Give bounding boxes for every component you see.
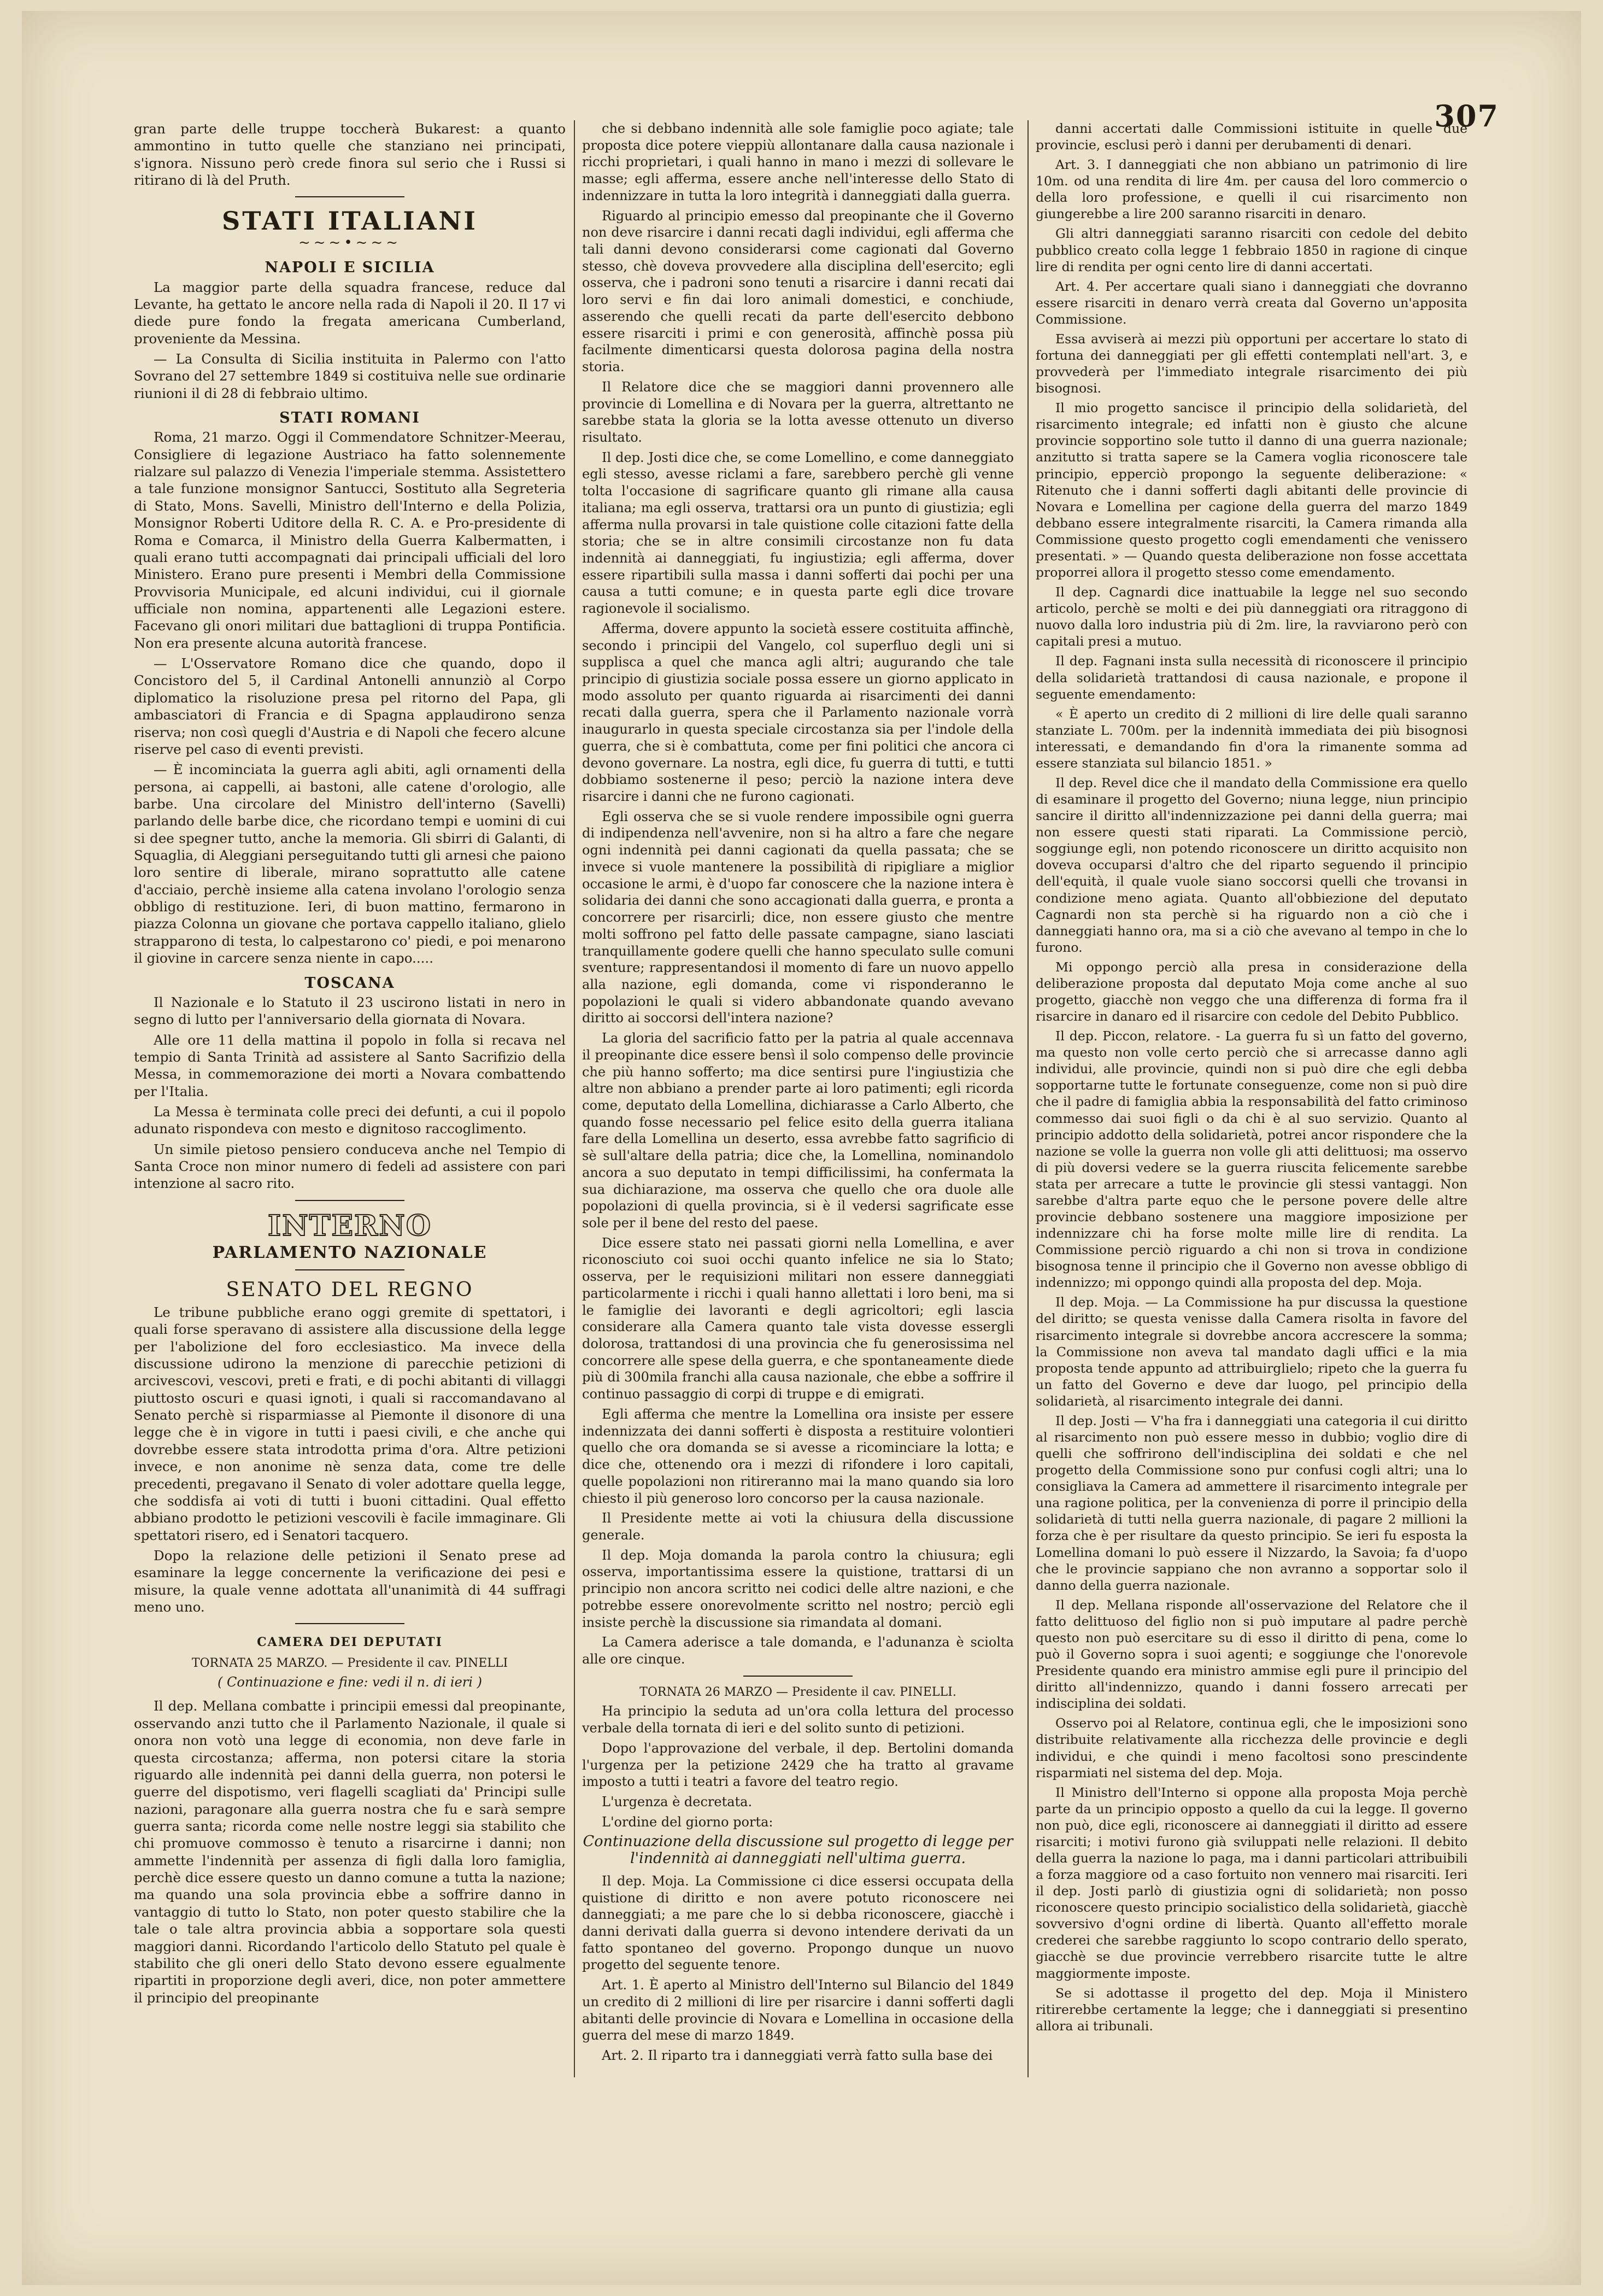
article-paragraph: Il Presidente mette ai voti la chiusura della discussione generale. bbox=[582, 1510, 1014, 1543]
tornata-note: ( Continuazione e fine: vedi il n. di ieri ) bbox=[218, 1674, 482, 1690]
article-paragraph: Il dep. Revel dice che il mandato della Commissione era quello di esaminare il progetto del Governo; niuna legge, niun principio sancire il diritto all'indennizzazione pei danni della guerra; mai non essere questi stati riparati. La Commissione perciò, soggiunge egli, non potendo riconoscere un diritto acquisito non doveva occuparsi d'altro che del riparto seguendo il principio dell'equità, il quale vuole siano soccorsi quelli che trovansi in condizione meno agiata. Quanto all'obbiezione del deputato Cagnardi non sta perchè si ha riguardo non a ciò che i danneggiati hanno ora, ma si a ciò che avevano al tempo in che lo furono. bbox=[1036, 775, 1467, 955]
article-paragraph: Gli altri danneggiati saranno risarciti con cedole del debito pubblico creato colla legge 1 febbraio 1850 in ragione di cinque lire di rendita per ogni cento lire di danni accertati. bbox=[1036, 226, 1467, 274]
section-title-interno: INTERNO bbox=[267, 1209, 432, 1243]
article-paragraph: Art. 2. Il riparto tra i danneggiati verrà fatto sulla base dei bbox=[602, 2048, 993, 2064]
article-paragraph: Afferma, dovere appunto la società essere costituita affinchè, secondo i principii del Vangelo, col superfluo degli uni si supplisca a quel che manca agli altri; augurando che tale principio di giustizia sociale possa essere un giorno applicato in modo assoluto per quanto riguarda ai risarcimenti dei danni recati dalla guerra, spera che il Parlamento nazionale vorrà inaugurarlo in questa speciale circostanza sia per l'indole della guerra, che si è combattuta, come per fini politici che ancora ci devono governare. La nostra, egli dice, fu guerra di tutti, e tutti dobbiamo sostenerne il peso; perciò la nazione intera deve risarcire i danni che ne furono cagionati. bbox=[582, 620, 1014, 805]
subhead-napoli: NAPOLI E SICILIA bbox=[265, 259, 435, 277]
article-paragraph: Il dep. Mellana risponde all'osservazione del Relatore che il fatto delittuoso del figlio non si può imputare al padre perchè questo non può esercitare su di esso il diritto di pena, come lo può il Governo sopra i suoi agenti; e soggiunge che l'onorevole Presidente quando era ministro ammise egli pure il principio del diritto all'indennizzo, quando i danni fossero arrecati per indisciplina dei soldati. bbox=[1036, 1597, 1467, 1712]
article-paragraph: Il dep. Josti dice che, se come Lomellino, e come danneggiato egli stesso, avesse riclami a fare, sarebbero perchè gli venne tolta l'occasione di sagrificare quanto gli rimane alla causa italiana; ma egli osserva, trattarsi ora un punto di giustizia; egli afferma nulla provarsi in tale quistione colle citazioni fatte della storia; che se in altre consimili circostanze non fu data indennità ai danneggiati, fu ingiustizia; egli afferma, dover essere ripartibili sulla massa i danni sofferti dai pochi per una causa a tutti comune; e in questa parte egli dice trovare ragionevole il socialismo. bbox=[582, 449, 1014, 617]
toscana-body bbox=[134, 994, 566, 1192]
lead-paragraph: gran parte delle truppe toccherà Bukarest: a quanto ammontino in tutto quelle che stanziano nei principati, s'ignora. Nissuno però crede finora sul serio che i Russi si ritirano di là del Pruth. bbox=[134, 121, 566, 189]
article-paragraph: Il dep. Moja domanda la parola contro la chiusura; egli osserva, importantissima essere la quistione, trattarsi di un principio non ancora scritto nei codici delle altre nazioni, e che potrebbe essere onorevolmente scritto nel nostro; perciò egli insiste perchè la discussione sia rimandata al domani. bbox=[582, 1547, 1014, 1630]
article-paragraph: Il dep. Moja. La Commissione ci dice essersi occupata della quistione di diritto e non avere potuto riconoscere nei danneggiati; a me pare che lo si debba riconoscere, giacchè i danni derivati dalla guerra si devono intendere derivati da un fatto spontaneo del governo. Propongo dunque un nuovo progetto del seguente tenore. bbox=[582, 1873, 1014, 1973]
column-1 bbox=[134, 120, 566, 2088]
article-paragraph: Egli osserva che se si vuole rendere impossibile ogni guerra di indipendenza nell'avvenire, non si ha altro a fare che negare ogni indennità pei danni cagionati da quella passata; che se invece si vuole mantenere la possibilità di ripigliare a miglior occasione le armi, è d'uopo far conoscere che la nazione intera è solidaria dei danni che sono accagionati dalla guerra, e pronta a concorrere per risarcirli; dice, non essere giusto che mentre molti soffrono pel fatto delle passate campagne, siano lasciati tranquillamente godere quelli che hanno speculato sulle comuni sventure; rappresentandosi il momento di fare un nuovo appello alla nazione, egli domanda, come vi risponderanno le popolazioni le quali si videro abbandonate quando avevano diritto ai soccorsi dell'intera nazione? bbox=[582, 809, 1014, 1026]
ornament-divider: ~~~•~~~ bbox=[298, 234, 402, 251]
article-paragraph: Un simile pietoso pensiero conduceva anche nel Tempio di Santa Croce non minor numero di fedeli ad assistere con pari intenzione al sacro rito. bbox=[134, 1141, 566, 1192]
article-paragraph: Osservo poi al Relatore, continua egli, che le imposizioni sono distribuite relativamente alla ricchezza delle provincie e degli individui, e che quindi i meno facoltosi sono prescindente risparmiati nel sistema del dep. Moja. bbox=[1036, 1715, 1467, 1780]
tornata2-line: TORNATA 26 MARZO — Presidente il cav. PINELLI. bbox=[639, 1685, 956, 1699]
column-rule bbox=[574, 120, 575, 2077]
subhead-toscana: TOSCANA bbox=[304, 974, 395, 992]
newspaper-page bbox=[22, 11, 1581, 2285]
article-paragraph: Roma, 21 marzo. Oggi il Commendatore Schnitzer-Meerau, Consigliere di legazione Austriaco ha fatto solennemente rialzare sul palazzo di Venezia l'imperiale stemma. Assistettero a tale funzione monsignor Santucci, Sostituto alla Segreteria di Stato, Mons. Savelli, Ministro dell'Interno e della Polizia, Monsignor Roberti Uditore della R. C. A. e Pro-presidente di Roma e Comarca, il Ministro della Guerra Kalbermatten, i quali erano tutti accompagnati dai principali ufficiali del loro Ministero. Erano pure presenti i Membri della Commissione Provvisoria Municipale, ed alcuni individui, cui il giornale ufficiale non nomina, appartenenti alle Legazioni estere. Facevano gli onori militari due battaglioni di truppa Pontificia. Non era presente alcuna autorità francese. bbox=[134, 429, 566, 651]
subhead-romani: STATI ROMANI bbox=[279, 409, 420, 427]
article-paragraph: Il dep. Mellana combatte i principii emessi dal preopinante, osservando anzi tutto che il Parlamento Nazionale, il quale si onora non votò una legge di economia, non deve farle in questa circostanza; afferma, non potersi citare la storia riguardo alle indennità pei danni della guerra, non potersi le guerre del dispotismo, veri flagelli scagliati da' Principi sulle nazioni, paragonare alla guerra nostra che fu e sarà sempre guerra santa; ricorda come nelle nostre leggi sia stabilito che chi promuove commosso è tenuto a risarcirne i danni; non ammette l'indennità per assenza di figli dalla loro famiglia, perchè dice essere questo un danno comune a tutta la nazione; ma quando una sola provincia ebbe a soffrire danno in vantaggio di tutto lo Stato, non poter questo stabilire che la tale o tale altra provincia abbia a sopportare sola questi maggiori danni. Ricordando l'articolo dello Statuto pel quale è stabilito che gli oneri dello Stato devono essere egualmente ripartiti in proporzione degli averi, dice, non poter ammettere il principio del preopinante bbox=[134, 1698, 566, 2006]
divider bbox=[295, 196, 404, 197]
article-paragraph: Ha principio la seduta ad un'ora colla lettura del processo verbale della tornata di ieri e del solito sunto di petizioni. bbox=[582, 1703, 1014, 1736]
article-paragraph: Art. 1. È aperto al Ministro dell'Interno sul Bilancio del 1849 un credito di 2 millioni di lire per risarcire i danni sofferti dagli abitanti delle provincie di Novara e Lomellina in occasione della guerra del mese di marzo 1849. bbox=[582, 1977, 1014, 2043]
article-paragraph: Riguardo al principio emesso dal preopinante che il Governo non deve risarcire i danni recati dagli individui, egli afferma che tali danni devono considerarsi come cagionati dal Governo stesso, chè doveva provvedere alla disciplina dell'esercito; egli osserva, che i padroni sono tenuti a risarcire i danni recati dai loro servi e fin dai loro animali domestici, e conchiude, asserendo che quelli recati da parte dell'esercito debbono essere risarciti i primi e con generosità, affinchè possa più facilmente dimenticarsi questa dolorosa pagina della nostra storia. bbox=[582, 208, 1014, 375]
article-paragraph: Art. 4. Per accertare quali siano i danneggiati che dovranno essere risarciti in denaro verrà creata dal Governo un'apposita Commissione. bbox=[1036, 278, 1467, 327]
article-paragraph: Il Relatore dice che se maggiori danni provennero alle provincie di Lomellina e di Novara per la guerra, altrettanto ne sarebbe stata la gloria se la lotta avesse ottenuto un diverso risultato. bbox=[582, 379, 1014, 445]
article-paragraph: Essa avviserà ai mezzi più opportuni per accertare lo stato di fortuna dei danneggiati per gli effetti contemplati nell'art. 3, e provvederà per l'immediato integrale risarcimento dei più bisognosi. bbox=[1036, 331, 1467, 396]
article-paragraph: Dopo la relazione delle petizioni il Senato prese ad esaminare la legge concernente la verificazione dei pesi e misure, la quale venne adottata all'unanimità di 44 suffragi meno uno. bbox=[134, 1547, 566, 1615]
article-paragraph: L'urgenza è decretata. bbox=[602, 1794, 753, 1809]
column-rule bbox=[1027, 120, 1029, 2077]
article-paragraph: Il dep. Fagnani insta sulla necessità di riconoscere il principio della solidarietà trattandosi di causa nazionale, e propone il seguente emendamento: bbox=[1036, 653, 1467, 702]
divider bbox=[295, 1623, 404, 1624]
divider bbox=[295, 1269, 404, 1270]
divider bbox=[295, 1200, 404, 1201]
article-paragraph: — È incominciata la guerra agli abiti, agli ornamenti della persona, ai cappelli, ai bastoni, alle catene d'orologio, alle barbe. Una circolare del Ministro dell'interno (Savelli) parlando delle barbe dice, che ricordano tempi e uomini di cui si dee spegner tutto, anche la memoria. Gli sbirri di Galanti, di Squaglia, di Aleggiani perseguitando tutti gli arnesi che paiono loro sentire di liberale, mirano soprattutto alle catene d'acciaio, perchè insieme alla catena involano l'orologio senza obbligo di restituzione. Ieri, di buon mattino, fermarono in piazza Colonna un giovane che portava cappello italiano, glielo strapparono di testa, lo calpestarono co' piedi, e poi menarono il giovine in carcere senza niente in capo..... bbox=[134, 762, 566, 967]
article-paragraph: — L'Osservatore Romano dice che quando, dopo il Concistoro del 5, il Cardinal Antonelli annunziò al Corpo diplomatico la risoluzione presa pel ritorno del Papa, gli ambasciatori di Francia e di Spagna applaudirono senza riserva; non così quegli d'Austria e di Napoli che fecero alcune riserve pel caso di eventi previsti. bbox=[134, 655, 566, 757]
camera-body bbox=[134, 1697, 566, 2006]
article-paragraph: Art. 3. I danneggiati che non abbiano un patrimonio di lire 10m. od una rendita di lire 4m. per causa del loro commercio o della loro professione, e quelli il cui risarcimento non giungerebbe a lire 200 saranno risarciti in denaro. bbox=[1036, 157, 1467, 222]
article-paragraph: Il Nazionale e lo Statuto il 23 uscirono listati in nero in segno di lutto per l'anniversario della giornata di Novara. bbox=[134, 994, 566, 1028]
article-paragraph: Dopo l'approvazione del verbale, il dep. Bertolini domanda l'urgenza per la petizione 2429 che ha tratto al gravame imposto a tutti i teatri a favore del teatro regio. bbox=[582, 1740, 1014, 1790]
agenda-title: Continuazione della discussione sul progetto di legge per l'indennità ai danneggiati nell'ultima guerra. bbox=[583, 1833, 1013, 1867]
article-paragraph: Il dep. Josti — V'ha fra i danneggiati una categoria il cui diritto al risarcimento non può essere messo in dubbio; voglio dire di quelli che soffrirono dell'indisciplina dei soldati e che nel progetto della Commissione sono pur confusi cogli altri; una lo consigliava la Camera ad ammettere il risarcimento integrale per una ragione politica, per la convenienza di porre il principio della solidarietà di tutti nella guerra nazionale, di pagare 2 millioni la forza che è per risultare da questo principio. Se ieri fu esposta la Lomellina domani lo può essere il Nizzardo, la Savoia; fa d'uopo che le provincie sappiano che non avranno a sopportar solo il danno della guerra nazionale. bbox=[1036, 1413, 1467, 1593]
article-paragraph: Le tribune pubbliche erano oggi gremite di spettatori, i quali forse speravano di assistere alla discussione della legge per l'abolizione del foro ecclesiastico. Ma invece della discussione udirono la menzione di parecchie petizioni di arcivescovi, vescovi, preti e frati, e di pochi abitanti di villaggi piuttosto oscuri e quasi ignoti, i quali si raccomandavano al Senato perchè si risparmiasse al Piemonte il disonore di una legge che è in vigore in tutti i paesi civili, e che anche qui dovrebbe essere stata introdotta prima d'ora. Altre petizioni invece, e non anonime nè senza data, come tre delle precedenti, pregavano il Senato di voler adottare quella legge, che soddisfa ai voti di tutti i buoni cittadini. Qual effetto abbiano prodotto le petizioni vescovili è facile immaginare. Gli spettatori risero, ed i Senatori tacquero. bbox=[134, 1304, 566, 1543]
column-3 bbox=[1036, 120, 1467, 2088]
article-paragraph: Mi oppongo perciò alla presa in considerazione della deliberazione proposta dal deputato Moja come anche al suo progetto, giacchè non veggo che una differenza di forma fra il risarcire in danaro ed il risarcire con cedole del Debito Pubblico. bbox=[1036, 959, 1467, 1024]
article-paragraph: La Camera aderisce a tale domanda, e l'adunanza è sciolta alle ore cinque. bbox=[582, 1635, 1014, 1667]
column-2 bbox=[582, 120, 1014, 2088]
col2-body-a bbox=[582, 120, 1014, 1668]
napoli-body bbox=[134, 279, 566, 402]
article-paragraph: Il mio progetto sancisce il principio della solidarietà, del risarcimento integrale; ed infatti non è giusto che alcune provincie sopportino sole tutto il danno di una guerra nazionale; anzitutto si tratta sapere se la Camera voglia riconoscere tale principio, epperciò propongo la seguente deliberazione: « Ritenuto che i danni sofferti dagli abitanti delle provincie di Novara e Lomellina per cagione della guerra del marzo 1849 debbano essere integralmente risarciti, la Camera rimanda alla Commissione questo progetto cogli emendamenti che venissero presentati. » — Quando questa deliberazione non fosse accettata proporrei allora il progetto stesso come emendamento. bbox=[1036, 400, 1467, 581]
tornata-line: TORNATA 25 MARZO. — Presidente il cav. PINELLI bbox=[191, 1656, 508, 1670]
col2-body-c bbox=[582, 1873, 1014, 2064]
subhead-parlamento: PARLAMENTO NAZIONALE bbox=[212, 1243, 488, 1263]
page-number: 307 bbox=[1434, 98, 1499, 133]
article-paragraph: Egli afferma che mentre la Lomellina ora insiste per essere indennizzata dei danni sofferti è disposta a restituire volontieri quello che ora domanda se si avesse a ricominciare la lotta; e dice che, ottenendo ora i mezzi di rifondere i loro capitali, quelle popolazioni non ritireranno mai la mano quando sia loro chiesto il più generoso loro concorso per la causa nazionale. bbox=[582, 1406, 1014, 1506]
article-paragraph: La Messa è terminata colle preci dei defunti, a cui il popolo adunato rispondeva con mesto e dignitoso raccoglimento. bbox=[134, 1104, 566, 1137]
col2-body-b bbox=[582, 1703, 1014, 1830]
article-paragraph: — La Consulta di Sicilia instituita in Palermo con l'atto Sovrano del 27 settembre 1849 si costituiva nelle sue ordinarie riunioni il di 28 di febbraio ultimo. bbox=[134, 350, 566, 401]
article-paragraph: Il dep. Cagnardi dice inattuabile la legge nel suo secondo articolo, perchè se molti e dei più danneggiati ora ritraggono di nuovo dalla loro industria più di 2m. lire, la ravviarono però con capitali presi a mutuo. bbox=[1036, 584, 1467, 649]
article-paragraph: Alle ore 11 della mattina il popolo in folla si recava nel tempio di Santa Trinità ad assistere al Santo Sacrifizio della Messa, in commemorazione dei morti a Novara combattendo per l'Italia. bbox=[134, 1032, 566, 1099]
article-paragraph: Il dep. Piccon, relatore. - La guerra fu sì un fatto del governo, ma questo non volle certo perciò che si arrecasse danno agli individui, alle provincie, quindi non si può dire che egli debba sopportarne tutte le fortunate conseguenze, come non si può dire che il padre di famiglia abbia la responsabilità del fatto criminoso commesso dai suoi figli o da chi è al suo servizio. Quanto al principio addotto della solidarietà, potrei ancor rispondere che la nazione se volle la guerra non volle gli atti delittuosi; ma osservo di più doversi vedere se la guerra riuscita felicemente sarebbe stata per arrecare a tutte le provincie gli stessi vantaggi. Non sarebbe d'altra parte equo che le persone povere delle altre provincie debbano sostenere una maggiore imposizione per indennizzare chi ha forse molte mille lire di rendita. La Commissione perciò riguardo a chi non si trova in condizione bisognosa tenne il principio che il Governo non avesse obbligo di indennizzo; mi oppongo quindi alla proposta del dep. Moja. bbox=[1036, 1028, 1467, 1291]
col3-body bbox=[1036, 120, 1467, 2034]
article-paragraph: Il dep. Moja. — La Commissione ha pur discussa la questione del diritto; se questa venisse dalla Camera risolta in favore del risarcimento integrale si dovrebbe ancora accrescere la somma; la Commissione non aveva tal mandato dagli uffici e la mia proposta tende appunto ad attribuirglielo; ripeto che la guerra fu un fatto del Governo e deve dar luogo, pel principio della solidarietà, al risarcimento integrale dei danni. bbox=[1036, 1295, 1467, 1409]
article-paragraph: La maggior parte della squadra francese, reduce dal Levante, ha gettato le ancore nella rada di Napoli il 20. Il 17 vi diede pure fondo la fregata americana Cumberland, proveniente da Messina. bbox=[134, 279, 566, 347]
article-paragraph: L'ordine del giorno porta: bbox=[602, 1814, 773, 1830]
section-title-stati: STATI ITALIANI bbox=[222, 206, 478, 236]
article-paragraph: La gloria del sacrificio fatto per la patria al quale accennava il preopinante dice essere bensì il solo compenso delle provincie che più hanno sofferto; ma dice sentirsi pure l'ingiustizia che altre non abbiano a prender parte ai loro patimenti; egli ricorda come, deputato della Lomellina, dichiarasse a Carlo Alberto, che quando fosse necessario pel felice esito della guerra italiana fare della Lomellina un deserto, essa avrebbe fatto sagrificio di sè sull'altare della patria; dice che, la Lomellina, nominandolo ancora a suo deputato in tempi difficilissimi, ha confermata la sua dichiarazione, ma osserva che quello che ora duole alle popolazioni di quella provincia, si è il vedersi sagrificate esse sole per il bene del resto del paese. bbox=[582, 1030, 1014, 1231]
article-paragraph: Dice essere stato nei passati giorni nella Lomellina, e aver riconosciuto coi suoi occhi quanto infelice ne sia lo Stato; osserva, per le requisizioni militari non essere danneggiati particolarmente i ricchi i quali hanno allettati i loro beni, ma si le famiglie dei lavoranti e degli agricoltori; egli lascia considerare alla Camera quanto tale vista dovesse essergli dolorosa, trattandosi di una provincia che fu generosissima nel concorrere alle spese della guerra, e che spontaneamente diede più di 300mila franchi alla causa nazionale, che ebbe a soffrire il continuo passaggio di corpi di truppe e di emigrati. bbox=[582, 1235, 1014, 1402]
article-paragraph: Il Ministro dell'Interno si oppone alla proposta Moja perchè parte da un principio opposto a quello da cui la legge. Il governo non può, dice egli, riconoscere ai danneggiati il diritto ad essere risarciti; i motivi furono già sviluppati nelle relazioni. Il debito della guerra la nazione lo paga, ma i danni particolari attribuibili a forza maggiore od a caso fortuito non vennero mai risarciti. Ieri il dep. Josti parlò di giustizia ogni di solidarietà; non posso riconoscere questo principio socialistico della solidarietà, giacchè sovversivo d'ogni ordine di libertà. Quanto all'effetto morale crederei che sarebbe raggiunto lo scopo contrario dello sperato, giacchè se due provincie verrebbero risarcite tutte le altre maggiormente imposte. bbox=[1036, 1784, 1467, 1981]
divider bbox=[743, 1676, 853, 1677]
subhead-camera: CAMERA DEI DEPUTATI bbox=[257, 1635, 443, 1650]
article-paragraph: Se si adottasse il progetto del dep. Moja il Ministero ritirerebbe certamente la legge; che i danneggiati si presentino allora ai tribunali. bbox=[1036, 1985, 1467, 2034]
article-paragraph: che si debbano indennità alle sole famiglie poco agiate; tale proposta dice potere vieppiù allontanare dalla causa nazionale i ricchi proprietari, i quali hanno in mano i mezzi di sollevare le masse; egli afferma, essere anche nell'interesse dello Stato di indennizzare in tutta la loro integrità i danneggiati dalla guerra. bbox=[582, 121, 1014, 203]
subhead-senato: SENATO DEL REGNO bbox=[226, 1278, 474, 1301]
article-paragraph: « È aperto un credito di 2 millioni di lire delle quali saranno stanziate L. 700m. per la indennità immediata dei più bisognosi interessati, e demandando fin d'ora la rimanente somma ad essere stanziata sul bilancio 1851. » bbox=[1036, 706, 1467, 771]
article-paragraph: danni accertati dalle Commissioni istituite in quelle due provincie, esclusi però i danni per derubamenti di denari. bbox=[1036, 121, 1467, 153]
senato-body bbox=[134, 1304, 566, 1615]
romani-body bbox=[134, 429, 566, 967]
